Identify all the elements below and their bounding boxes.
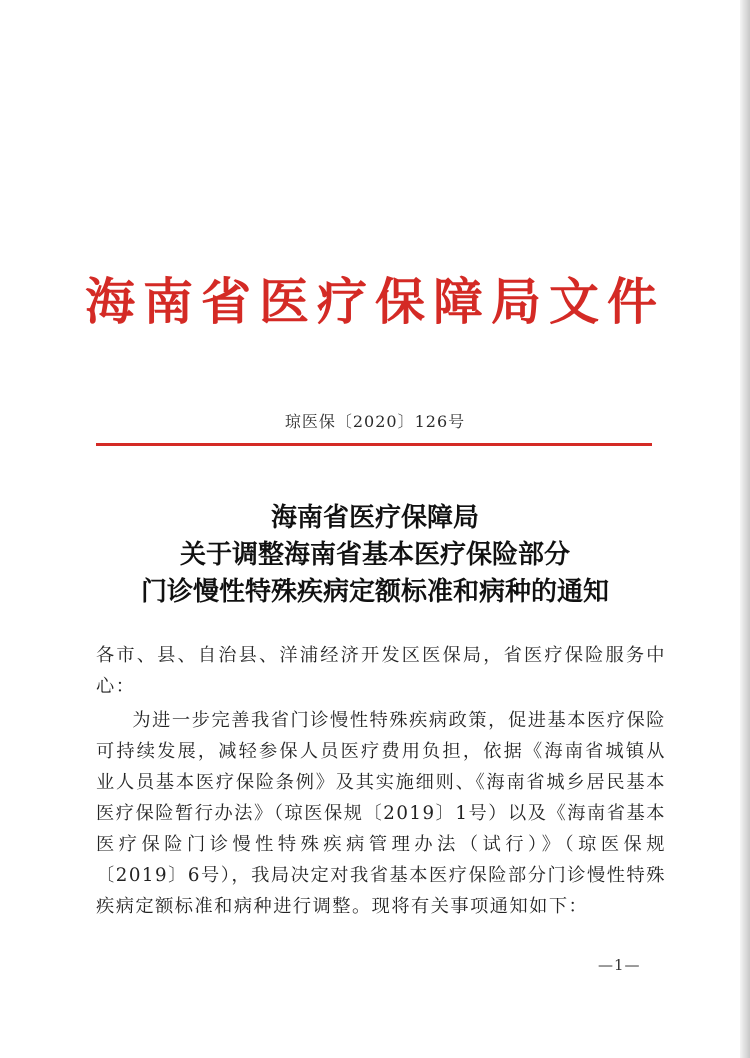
page-number: —1—	[598, 956, 641, 974]
document-masthead: 海南省医疗保障局文件	[85, 272, 665, 331]
red-divider-line	[96, 443, 652, 446]
title-line-1: 海南省医疗保障局	[270, 503, 479, 533]
document-title	[0, 500, 750, 611]
document-body	[96, 640, 666, 922]
title-line-2: 关于调整海南省基本医疗保险部分	[179, 540, 570, 570]
body-paragraph-1: 为进一步完善我省门诊慢性特殊疾病政策，促进基本医疗保险可持续发展，减轻参保人员医疗费用负担，依据《海南省城镇从业人员基本医疗保险条例》及其实施细则、《海南省城乡居民基本医疗保险暂行办法》（琼医保规〔2019〕1号）以及《海南省基本医疗保险门诊慢性特殊疾病管理办法（试行）》（琼医保规〔2019〕6号），我局决定对我省基本医疗保险部分门诊慢性特殊疾病定额标准和病种进行调整。现将有关事项通知如下：	[96, 710, 666, 917]
addressee-line: 各市、县、自治县、洋浦经济开发区医保局，省医疗保险服务中心：	[96, 645, 666, 697]
title-line-3: 门诊慢性特殊疾病定额标准和病种的通知	[140, 577, 609, 607]
document-number: 琼医保〔2020〕126号	[284, 412, 466, 431]
